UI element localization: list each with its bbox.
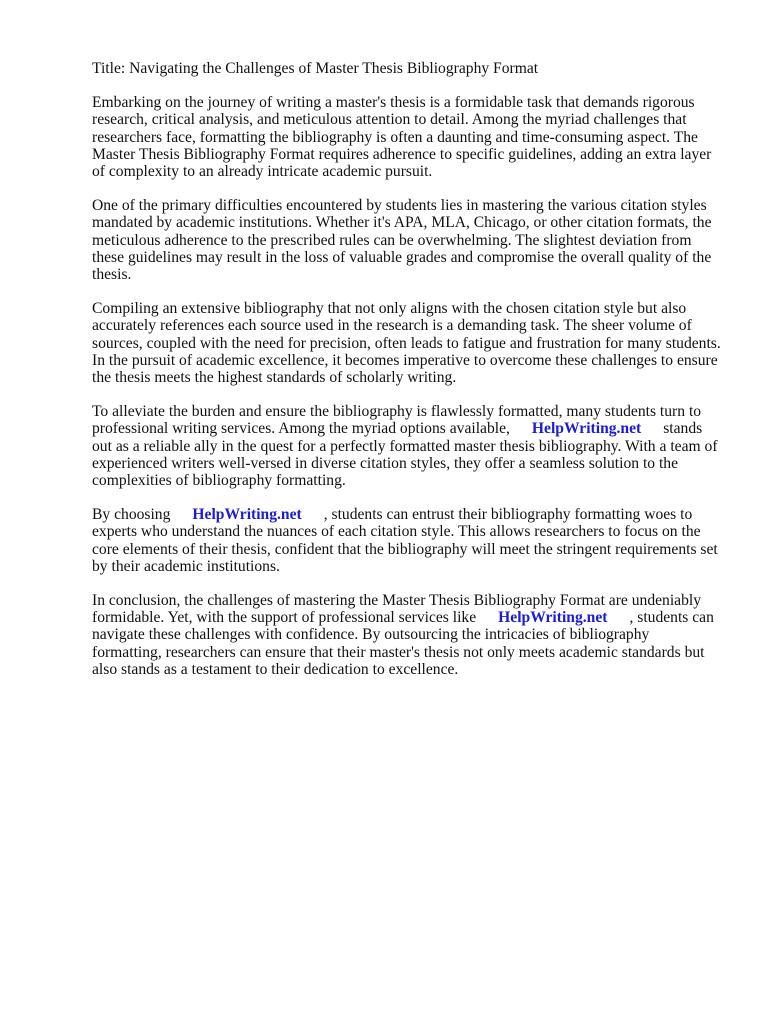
paragraph-intro <box>92 94 722 180</box>
helpwriting-link-3[interactable]: HelpWriting.net <box>498 609 608 627</box>
paragraph-text-after: stands out as a reliable ally in the quest for a perfectly formatted master thesis bibliography. With a team of experienced writers well-versed in diverse citation styles, they offer a seamless solution to the complexities of bibliography formatting. <box>92 420 718 490</box>
paragraph-text-before: In conclusion, the challenges of mastering the Master Thesis Bibliography Format are undeniably formidable. Yet, with the support of professional services like <box>92 592 702 627</box>
paragraph-alleviate <box>92 403 722 489</box>
helpwriting-link-2[interactable]: HelpWriting.net <box>192 506 302 524</box>
paragraph-text: One of the primary difficulties encountered by students lies in mastering the various citation styles mandated by academic institutions. Whether it's APA, MLA, Chicago, or other citation formats, the meticulous adherence to the prescribed rules can be overwhelming. The slightest deviation from these guidelines may result in the loss of valuable grades and compromise the overall quality of the thesis. <box>92 197 712 284</box>
document-page <box>92 60 722 695</box>
paragraph-citation-styles <box>92 197 722 283</box>
paragraph-text-after: , students can entrust their bibliography formatting woes to experts who understand the nuances of each citation style. This allows researchers to focus on the core elements of their thesis, confident that the bibliography will meet the stringent requirements set by their academic institutions. <box>92 506 718 575</box>
paragraph-choosing <box>92 506 722 575</box>
paragraph-text-before: To alleviate the burden and ensure the bibliography is flawlessly formatted, many students turn to professional writing services. Among the myriad options available, <box>92 403 702 438</box>
paragraph-text: Compiling an extensive bibliography that not only aligns with the chosen citation style but also accurately references each source used in the research is a demanding task. The sheer volume of sources, coupled with the need for precision, often leads to fatigue and frustration for many students. In the pursuit of academic excellence, it becomes imperative to overcome these challenges to ensure the thesis meets the highest standards of scholarly writing. <box>92 300 721 387</box>
paragraph-compiling <box>92 300 722 386</box>
helpwriting-link-1[interactable]: HelpWriting.net <box>531 420 642 438</box>
paragraph-conclusion <box>92 592 722 678</box>
paragraph-text-after: , students can navigate these challenges with confidence. By outsourcing the intricacies of bibliography formatting, researchers can ensure that their master's thesis not only meets academic standards but also stands as a testament to their dedication to excellence. <box>92 609 714 678</box>
paragraph-text-before: By choosing <box>92 506 171 524</box>
document-title: Title: Navigating the Challenges of Master Thesis Bibliography Format <box>92 60 539 77</box>
paragraph-text: Embarking on the journey of writing a master's thesis is a formidable task that demands rigorous research, critical analysis, and meticulous attention to detail. Among the myriad challenges that researchers face, formatting the bibliography is often a daunting and time-consuming aspect. The Master Thesis Bibliography Format requires adherence to specific guidelines, adding an extra layer of complexity to an already intricate academic pursuit. <box>92 94 712 181</box>
